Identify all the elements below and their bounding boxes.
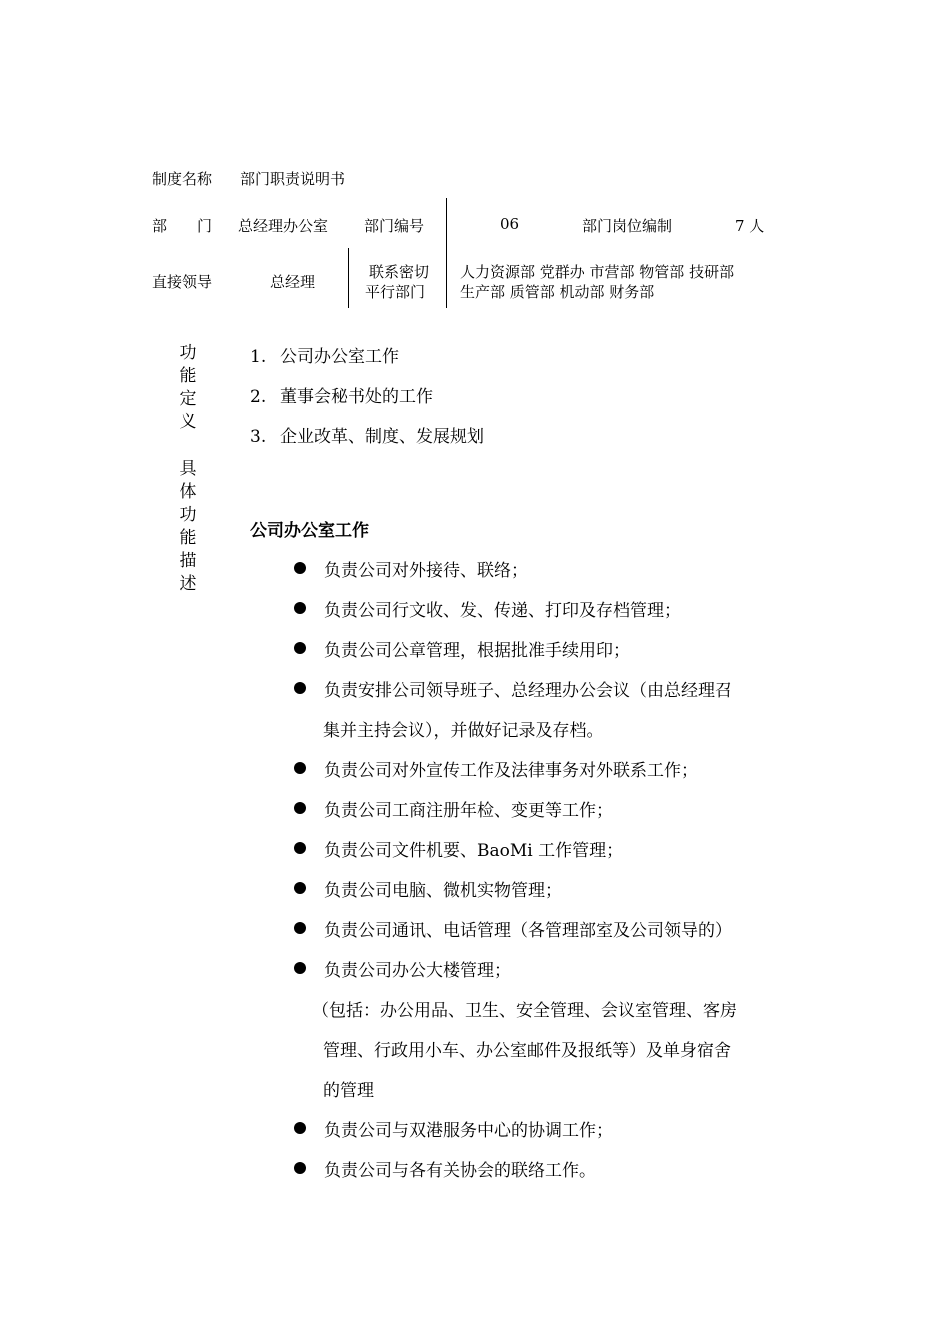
- related-departments-line1: 人力资源部 党群办 市营部 物管部 技研部: [460, 263, 735, 281]
- bullet-icon: [294, 842, 306, 854]
- bullet-continuation: 管理、行政用小车、办公室邮件及报纸等）及单身宿舍: [323, 1041, 731, 1061]
- bullet-continuation: 的管理: [323, 1081, 374, 1101]
- bullet-icon: [294, 762, 306, 774]
- bullet-icon: [294, 1122, 306, 1134]
- system-name-value: 部门职责说明书: [240, 170, 346, 188]
- side-char: 能: [179, 528, 197, 548]
- function-item: [250, 342, 399, 367]
- side-char: 定: [179, 389, 197, 409]
- bullet-text: 负责安排公司领导班子、总经理办公会议（由总经理召: [324, 681, 732, 701]
- bullet-text: 负责公司办公大楼管理；: [324, 961, 511, 981]
- dept-value: 总经理办公室: [238, 217, 329, 235]
- bullet-icon: [294, 882, 306, 894]
- bullet-text: 负责公司工商注册年检、变更等工作；: [324, 801, 613, 821]
- table-divider: [348, 248, 349, 308]
- bullet-text: 负责公司与各有关协会的联络工作。: [324, 1161, 596, 1181]
- side-char: 义: [179, 412, 197, 432]
- function-text: 董事会秘书处的工作: [280, 387, 433, 407]
- bullet-icon: [294, 922, 306, 934]
- bullet-text: 负责公司与双港服务中心的协调工作；: [324, 1121, 613, 1141]
- bullet-text: 负责公司文件机要、BaoMi 工作管理；: [324, 841, 624, 861]
- function-number: 2.: [250, 387, 267, 407]
- section-title: 公司办公室工作: [250, 521, 369, 541]
- bullet-text: 负责公司对外接待、联络；: [324, 561, 528, 581]
- side-char: 能: [179, 366, 197, 386]
- bullet-text: 负责公司对外宣传工作及法律事务对外联系工作；: [324, 761, 698, 781]
- dept-code-value: 06: [500, 215, 520, 233]
- post-quota-value: 7 人: [735, 217, 765, 235]
- table-divider: [446, 198, 447, 308]
- bullet-continuation: （包括：办公用品、卫生、安全管理、会议室管理、客房: [312, 1001, 737, 1021]
- side-char: 功: [179, 343, 197, 363]
- bullet-icon: [294, 602, 306, 614]
- side-char: 功: [179, 505, 197, 525]
- system-name-label: 制度名称: [152, 170, 213, 188]
- side-char: 描: [179, 551, 197, 571]
- function-item: [250, 382, 433, 407]
- bullet-text: 负责公司公章管理，根据批准手续用印；: [324, 641, 630, 661]
- dept-code-label: 部门编号: [364, 217, 425, 235]
- function-item: [250, 422, 484, 447]
- bullet-continuation: 集并主持会议），并做好记录及存档。: [323, 721, 604, 741]
- related-departments-line2: 生产部 质管部 机动部 财务部: [460, 283, 655, 301]
- bullet-text: 负责公司电脑、微机实物管理；: [324, 881, 562, 901]
- side-char: 体: [179, 482, 197, 502]
- side-char: 具: [179, 459, 197, 479]
- bullet-icon: [294, 562, 306, 574]
- post-quota-label: 部门岗位编制: [582, 217, 673, 235]
- bullet-icon: [294, 1162, 306, 1174]
- bullet-icon: [294, 682, 306, 694]
- dept-label: 部 门: [152, 217, 213, 235]
- bullet-text: 负责公司通讯、电话管理（各管理部室及公司领导的）: [324, 921, 732, 941]
- related-label-line1: 联系密切: [369, 263, 430, 281]
- leader-label: 直接领导: [152, 273, 213, 291]
- related-label-line2: 平行部门: [365, 283, 426, 301]
- function-text: 企业改革、制度、发展规划: [280, 427, 484, 447]
- function-number: 1.: [250, 347, 267, 367]
- bullet-icon: [294, 642, 306, 654]
- function-text: 公司办公室工作: [280, 347, 399, 367]
- leader-value: 总经理: [270, 273, 316, 291]
- function-number: 3.: [250, 427, 267, 447]
- side-char: 述: [179, 574, 197, 594]
- bullet-icon: [294, 802, 306, 814]
- bullet-text: 负责公司行文收、发、传递、打印及存档管理；: [324, 601, 681, 621]
- bullet-icon: [294, 962, 306, 974]
